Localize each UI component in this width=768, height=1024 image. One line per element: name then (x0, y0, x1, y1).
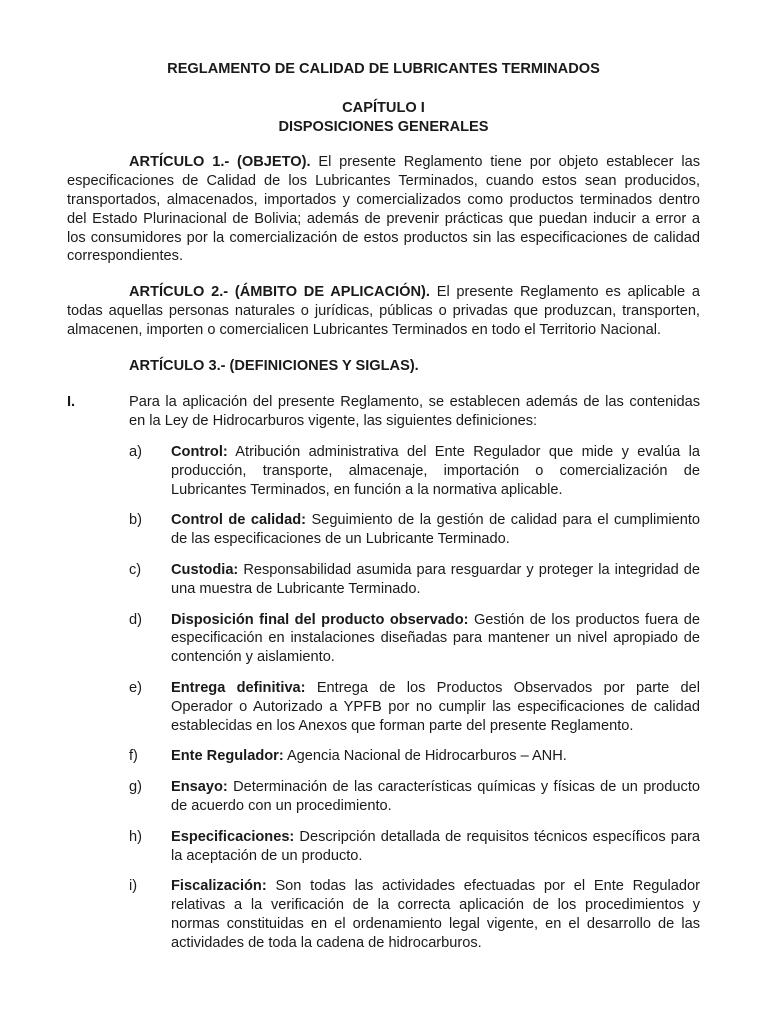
chapter-number: CAPÍTULO I (342, 99, 425, 116)
definition-item (129, 443, 700, 499)
chapter-name: DISPOSICIONES GENERALES (278, 118, 489, 135)
definition-letter: e) (129, 679, 142, 696)
definition-text: Atribución administrativa del Ente Regulador que mide y evalúa la producción, transporte, almacenaje, importación o comercialización de Lubricantes Terminados, en función a la normativa aplicable. (171, 443, 700, 498)
definition-text: Son todas las actividades efectuadas por el Ente Regulador relativas a la verificación de la correcta aplicación de los procedimientos y normas constituidas en el ordenamiento legal vigente, en el desarrollo de las actividades de toda la cadena de hidrocarburos. (171, 878, 700, 951)
definition-body (171, 561, 700, 599)
article-2 (67, 283, 700, 339)
definition-body (171, 877, 700, 952)
article-2-text: El presente Reglamento es aplicable a todas aquellas personas naturales o jurídicas, públicas o privadas que produzcan, transporten, almacenen, importen o comercialicen Lubricantes Terminados en todo el Territorio Nacional. (67, 284, 700, 338)
definition-letter: b) (129, 512, 142, 529)
document-title: REGLAMENTO DE CALIDAD DE LUBRICANTES TERMINADOS (167, 61, 600, 77)
chapter-heading (67, 99, 700, 137)
definition-letter: h) (129, 828, 142, 845)
definition-term: Entrega definitiva: (171, 679, 306, 696)
definition-term: Especificaciones: (171, 828, 295, 845)
definition-term: Fiscalización: (171, 878, 267, 895)
article-1-text: El presente Reglamento tiene por objeto establecer las especificaciones de Calidad de los Lubricantes Terminados, cuando estos sean producidos, transportados, almacenados, importados y comercializados como productos terminados dentro del Estado Plurinacional de Bolivia; además de prevenir prácticas que puedan inducir a error a los consumidores por la comercialización de estos productos sin las especificaciones de calidad correspondientes. (67, 154, 700, 265)
definition-item (129, 778, 700, 816)
definition-text: Entrega de los Productos Observados por parte del Operador o Autorizado a YPFB por no cumplir las especificaciones de calidad establecidas en los Anexos que forman parte del presente Reglamento. (171, 679, 700, 734)
definition-term: Control: (171, 443, 228, 460)
definition-body (171, 778, 700, 816)
definition-term: Custodia: (171, 561, 239, 578)
definition-term: Disposición final del producto observado: (171, 611, 469, 628)
definition-body (171, 611, 700, 667)
definition-letter: i) (129, 878, 138, 895)
definition-body (171, 828, 700, 866)
definition-body (171, 747, 700, 766)
definition-term: Ensayo: (171, 779, 228, 796)
article-1 (67, 153, 700, 266)
definitions-list (129, 443, 700, 953)
section-intro: Para la aplicación del presente Reglamento, se establecen además de las contenidas en la Ley de Hidrocarburos vigente, las siguientes definiciones: (129, 394, 700, 430)
definition-term: Control de calidad: (171, 512, 306, 529)
definition-text: Gestión de los productos fuera de especificación en instalaciones diseñadas para mantener un nivel apropiado de contención y aislamiento. (171, 611, 700, 666)
definition-letter: a) (129, 443, 142, 460)
definition-letter: d) (129, 611, 142, 628)
article-1-heading: ARTÍCULO 1.- (OBJETO). (129, 154, 311, 171)
definition-term: Ente Regulador: (171, 748, 284, 765)
definition-text: Agencia Nacional de Hidrocarburos – ANH. (283, 748, 567, 765)
definition-item (129, 828, 700, 866)
definition-text: Seguimiento de la gestión de calidad para el cumplimiento de las especificaciones de un Lubricante Terminado. (171, 512, 700, 548)
definition-body (171, 679, 700, 735)
definition-text: Descripción detallada de requisitos técnicos específicos para la aceptación de un producto. (171, 828, 700, 864)
definition-letter: g) (129, 779, 142, 796)
definition-body (171, 443, 700, 499)
section-numeral: I. (67, 394, 76, 411)
definition-item (129, 561, 700, 599)
definition-body (171, 511, 700, 549)
definition-text: Determinación de las características químicas y físicas de un producto de acuerdo con un procedimiento. (171, 779, 700, 814)
definition-letter: c) (129, 561, 142, 578)
definition-item (129, 679, 700, 735)
definition-item (129, 747, 700, 766)
definition-text: Responsabilidad asumida para resguardar y proteger la integridad de una muestra de Lubricante Terminado. (171, 561, 700, 597)
article-2-heading: ARTÍCULO 2.- (ÁMBITO DE APLICACIÓN). (129, 284, 430, 301)
section-i (67, 393, 700, 431)
definition-letter: f) (129, 748, 138, 765)
definition-item (129, 877, 700, 952)
definition-item (129, 611, 700, 667)
article-3-heading: ARTÍCULO 3.- (DEFINICIONES Y SIGLAS). (129, 357, 419, 374)
definition-item (129, 511, 700, 549)
